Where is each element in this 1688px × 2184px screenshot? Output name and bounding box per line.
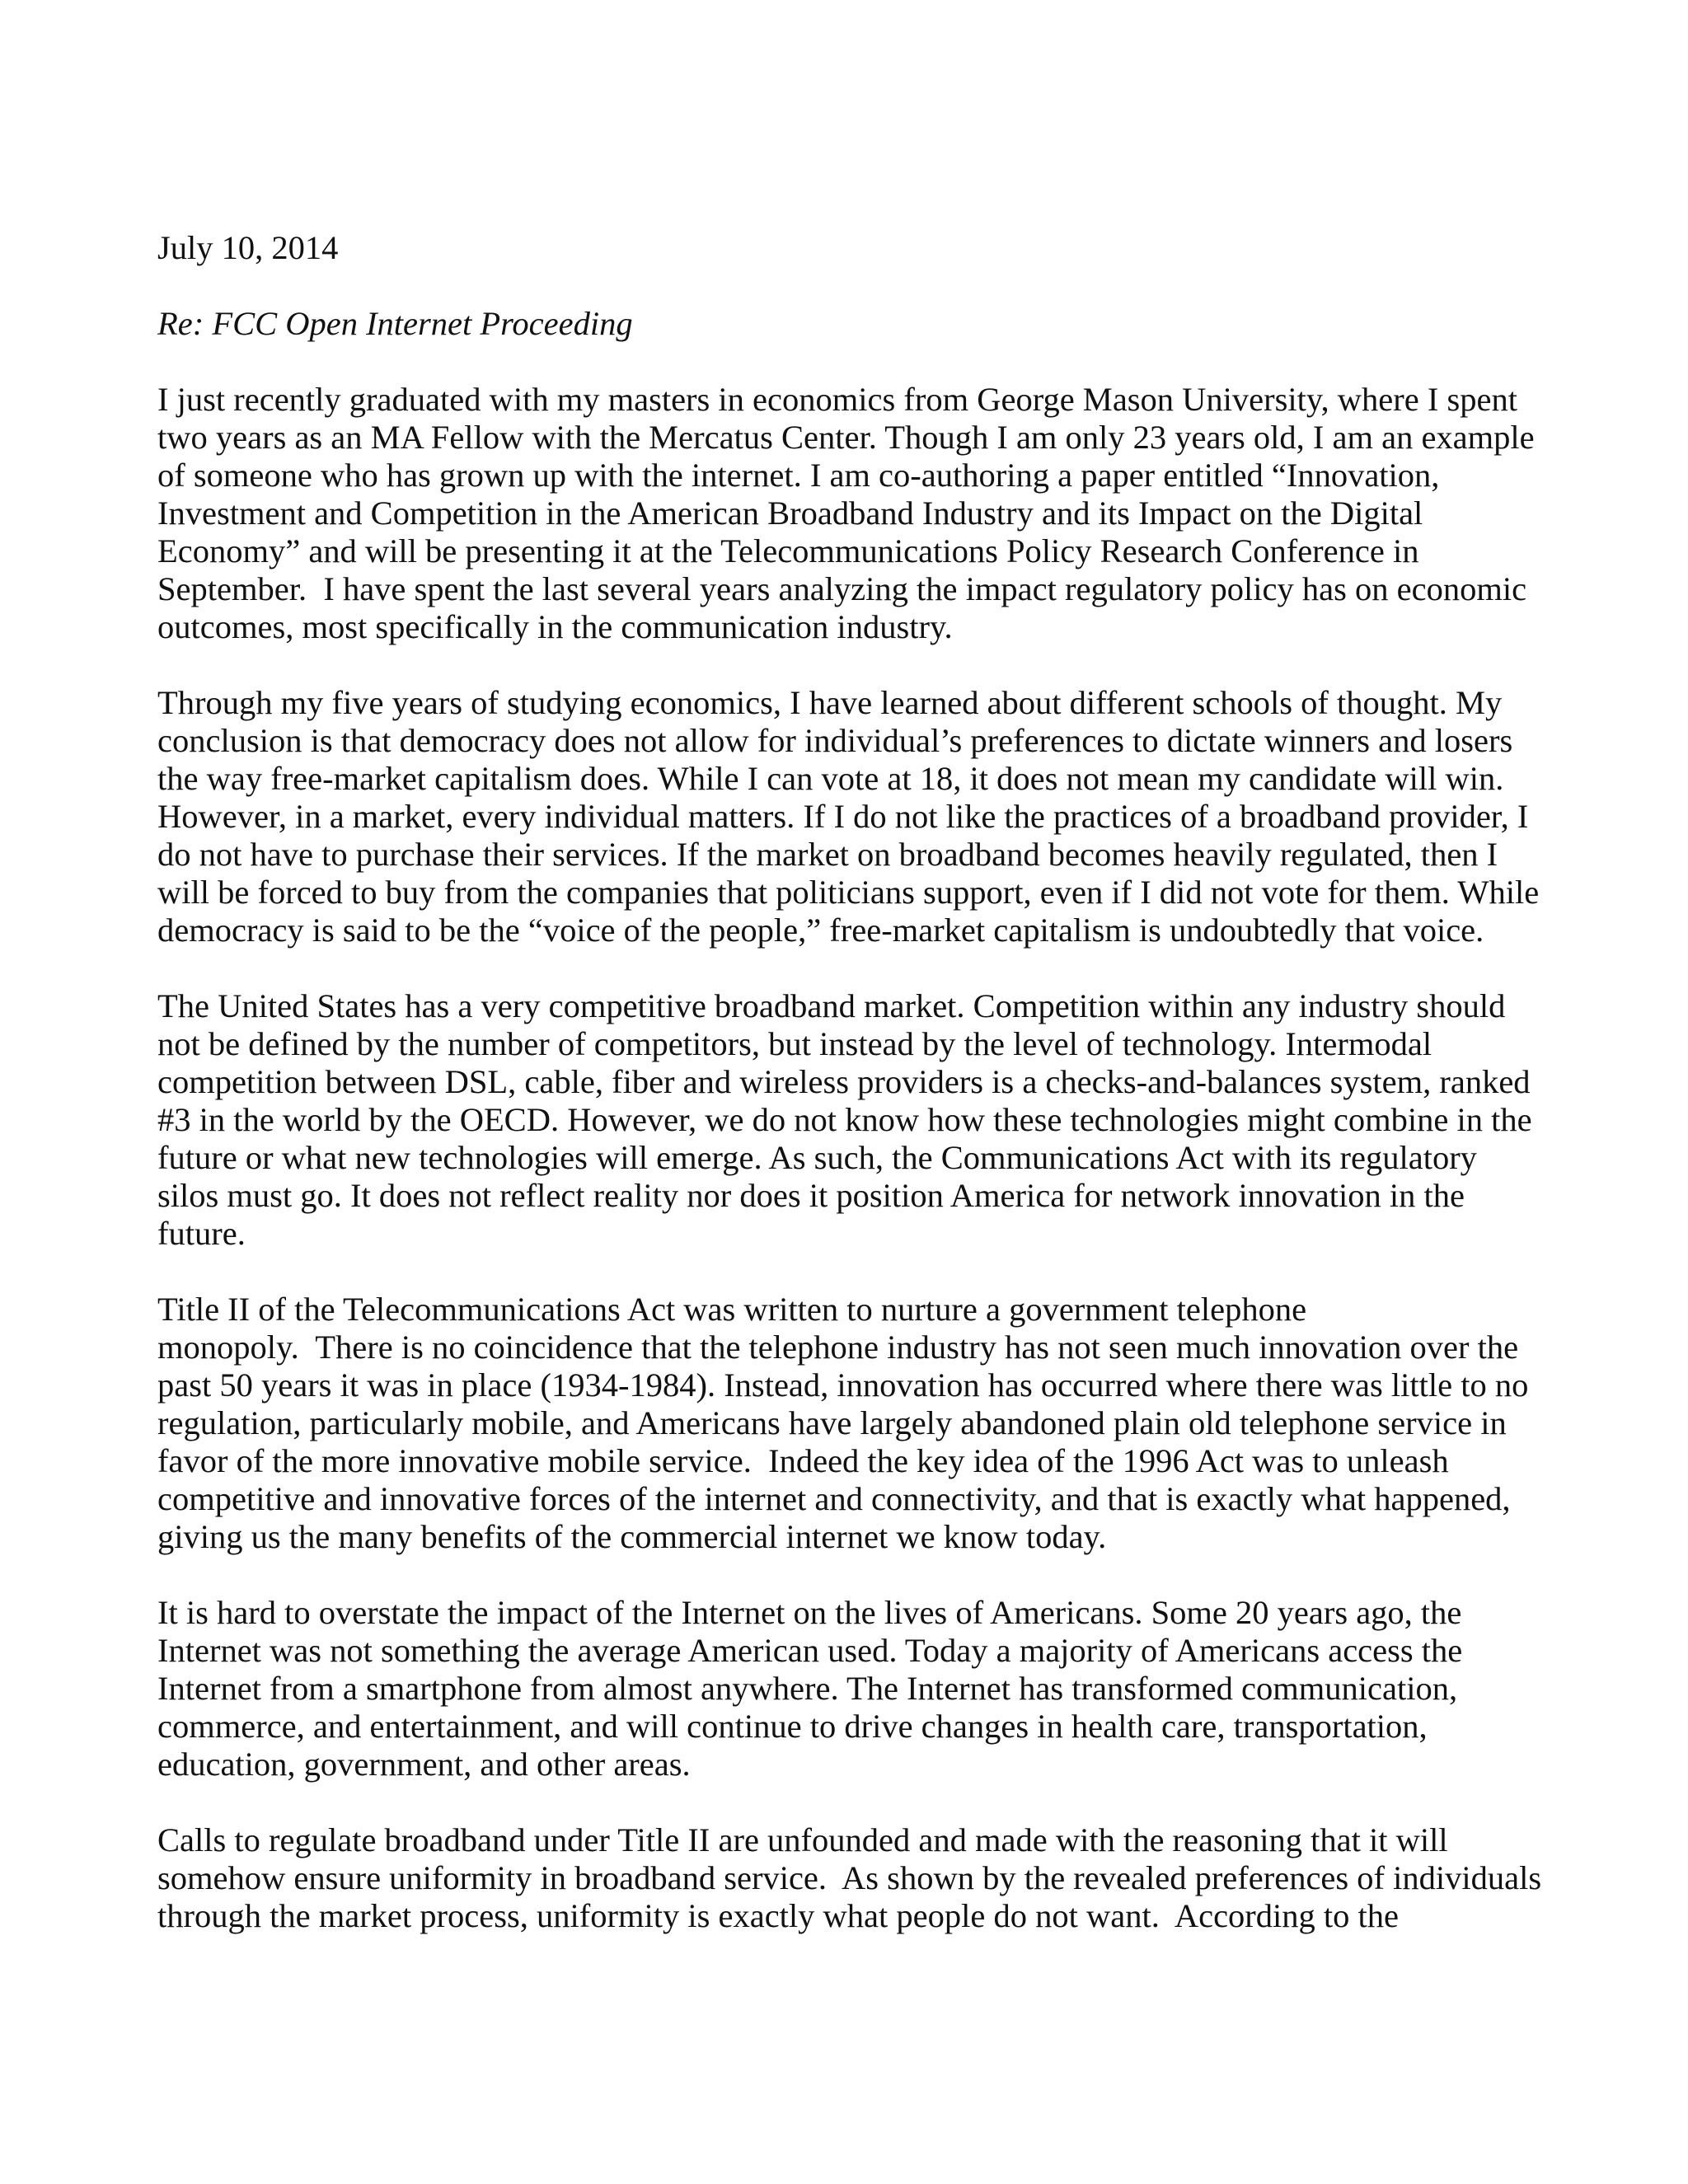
- text-line: commerce, and entertainment, and will continue to drive changes in health care, transportation,: [157, 1708, 1428, 1745]
- text-line: It is hard to overstate the impact of the Internet on the lives of Americans. Some 20 years ago, the: [157, 1594, 1462, 1631]
- paragraph-title-ii-history: [157, 1291, 1542, 1556]
- text-line: giving us the many benefits of the commercial internet we know today.: [157, 1518, 1107, 1555]
- text-line: somehow ensure uniformity in broadband service. As shown by the revealed preferences of individuals: [157, 1859, 1542, 1896]
- text-line: education, government, and other areas.: [157, 1746, 691, 1783]
- text-line: not be defined by the number of competitors, but instead by the level of technology. Intermodal: [157, 1025, 1432, 1062]
- text-line: silos must go. It does not reflect reality nor does it position America for network innovation in the: [157, 1177, 1465, 1214]
- text-line: Through my five years of studying economics, I have learned about different schools of thought. My: [157, 684, 1503, 721]
- text-line: conclusion is that democracy does not allow for individual’s preferences to dictate winners and losers: [157, 722, 1513, 759]
- paragraph-education-background: [157, 381, 1542, 646]
- text-line: the way free-market capitalism does. While I can vote at 18, it does not mean my candidate will win.: [157, 760, 1504, 797]
- text-line: regulation, particularly mobile, and Americans have largely abandoned plain old telephone service in: [157, 1404, 1507, 1441]
- text-line: Investment and Competition in the American Broadband Industry and its Impact on the Digital: [157, 494, 1423, 532]
- text-line: of someone who has grown up with the internet. I am co-authoring a paper entitled “Innovation,: [157, 457, 1440, 494]
- paragraph-internet-impact: [157, 1594, 1542, 1783]
- text-line: Internet from a smartphone from almost anywhere. The Internet has transformed communication,: [157, 1670, 1458, 1707]
- text-line: Internet was not something the average American used. Today a majority of Americans access the: [157, 1632, 1463, 1669]
- paragraph-title-ii-uniformity: [157, 1821, 1542, 1935]
- letter-date: July 10, 2014: [157, 229, 339, 266]
- text-line: future.: [157, 1215, 246, 1252]
- text-line: competitive and innovative forces of the internet and connectivity, and that is exactly what happened,: [157, 1480, 1511, 1517]
- text-line: #3 in the world by the OECD. However, we do not know how these technologies might combine in the: [157, 1101, 1532, 1138]
- text-line: Title II of the Telecommunications Act was written to nurture a government telephone: [157, 1291, 1307, 1328]
- text-line: Economy” and will be presenting it at the Telecommunications Policy Research Conference in: [157, 532, 1419, 569]
- paragraph-broadband-competition: [157, 987, 1542, 1253]
- text-line: two years as an MA Fellow with the Mercatus Center. Though I am only 23 years old, I am an example: [157, 419, 1535, 456]
- letter-subject: Re: FCC Open Internet Proceeding: [157, 305, 633, 342]
- paragraph-democracy-vs-markets: [157, 684, 1542, 949]
- text-line: outcomes, most specifically in the communication industry.: [157, 608, 953, 645]
- text-line: democracy is said to be the “voice of the people,” free-market capitalism is undoubtedly that voice.: [157, 912, 1484, 949]
- text-line: However, in a market, every individual matters. If I do not like the practices of a broadband provider, I: [157, 798, 1529, 835]
- text-line: competition between DSL, cable, fiber and wireless providers is a checks-and-balances system, ranked: [157, 1063, 1531, 1100]
- text-line: I just recently graduated with my masters in economics from George Mason University, where I spent: [157, 381, 1517, 418]
- text-line: The United States has a very competitive broadband market. Competition within any industry should: [157, 987, 1506, 1024]
- letter-body: [157, 229, 1542, 1935]
- text-line: do not have to purchase their services. If the market on broadband becomes heavily regulated, then I: [157, 836, 1498, 873]
- text-line: favor of the more innovative mobile service. Indeed the key idea of the 1996 Act was to unleash: [157, 1442, 1449, 1479]
- text-line: September. I have spent the last several years analyzing the impact regulatory policy has on economic: [157, 570, 1527, 607]
- text-line: future or what new technologies will emerge. As such, the Communications Act with its regulatory: [157, 1139, 1477, 1176]
- text-line: through the market process, uniformity is exactly what people do not want. According to the: [157, 1897, 1400, 1934]
- text-line: past 50 years it was in place (1934-1984). Instead, innovation has occurred where there was little to no: [157, 1366, 1529, 1404]
- text-line: monopoly. There is no coincidence that the telephone industry has not seen much innovation over the: [157, 1329, 1519, 1366]
- text-line: will be forced to buy from the companies that politicians support, even if I did not vote for them. While: [157, 874, 1540, 911]
- text-line: Calls to regulate broadband under Title II are unfounded and made with the reasoning that it will: [157, 1821, 1448, 1858]
